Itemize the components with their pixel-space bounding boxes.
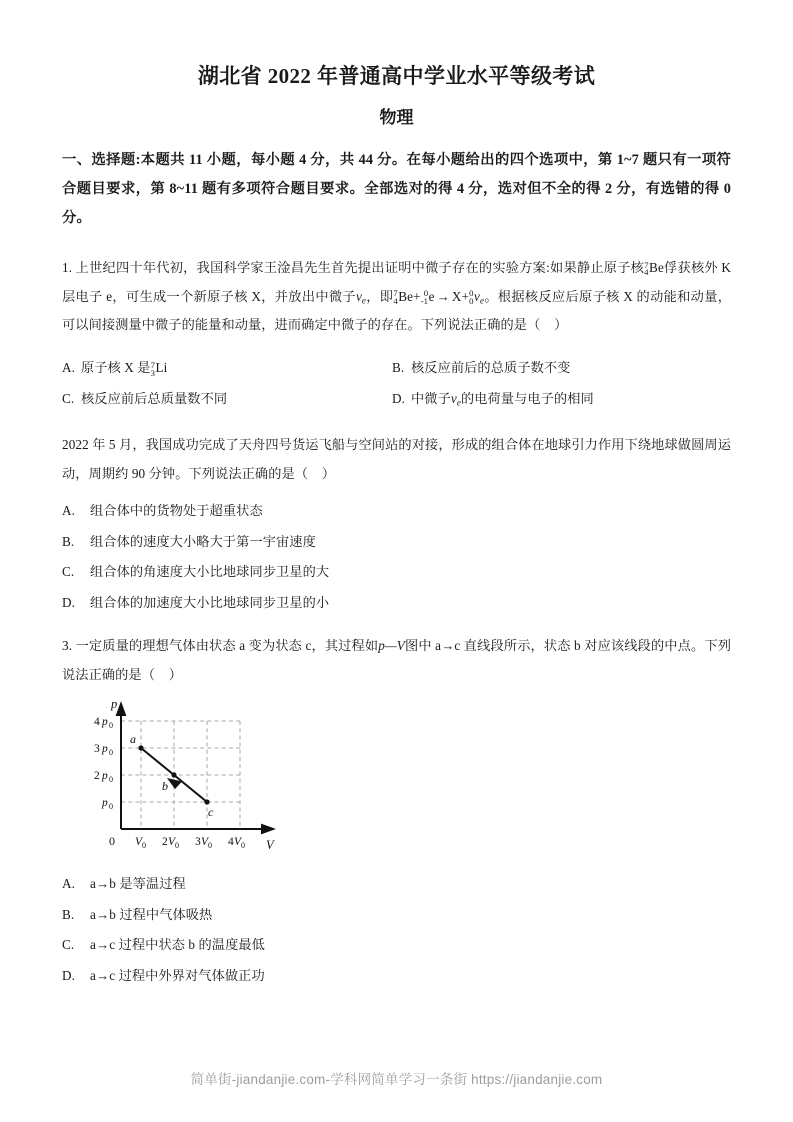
svg-text:p: p: [102, 797, 108, 810]
option-text: 原子核 X 是: [81, 360, 151, 376]
option-text: a→b 是等温过程: [90, 876, 186, 892]
y-axis-arrow-icon: [117, 704, 125, 715]
option-1-a[interactable]: [62, 353, 392, 383]
question-3-options: [62, 860, 731, 990]
equation-electron-symbol: e: [428, 288, 435, 304]
mass-number: 0: [469, 288, 474, 299]
neutrino-subscript: e: [456, 397, 461, 408]
question-1-number: 1.: [62, 259, 73, 275]
x-tick-2v0: [162, 836, 179, 850]
svg-text:0: 0: [109, 802, 113, 812]
mass-number: 7: [644, 259, 649, 270]
svg-text:4: 4: [228, 836, 234, 849]
option-2-d[interactable]: [62, 588, 731, 618]
subject-title: 物理: [379, 108, 414, 128]
svg-text:V: V: [201, 836, 209, 849]
option-3-b[interactable]: [62, 900, 731, 930]
question-2: [62, 414, 731, 489]
option-2-a[interactable]: [62, 496, 731, 526]
question-3-stem-part1: 一定质量的理想气体由状态 a 变为状态 c，其过程如: [75, 637, 379, 653]
mass-number: 7: [150, 359, 156, 370]
x-axis-arrow-icon: [262, 825, 273, 833]
section-instruction: 一、选择题:本题共 11 小题，每小题 4 分，共 44 分。在每小题给出的四个选项中，第 1~7 题只有一项符合题目要求，第 8~11 题有多项符合题目要求。全部选对的得 4 分，选对但不全的得 2 分，有选错的得 0 分。: [62, 151, 731, 227]
equation-product-x: X: [451, 288, 462, 304]
x-tick-v0: [135, 836, 146, 850]
question-1-stem-part2: 俘获核外 K 层电子 e，可生成一个新原子核 X，并放出中微子: [62, 259, 731, 304]
y-tick-labels: [94, 716, 113, 811]
option-label: B.: [392, 360, 405, 376]
equation-neutrino-subscript: e: [480, 295, 485, 306]
origin-label: 0: [109, 834, 115, 849]
reaction-arrow-icon: →: [436, 288, 450, 304]
svg-text:0: 0: [109, 775, 113, 785]
option-text: a→c 过程中外界对气体做正功: [90, 967, 265, 983]
option-label: A.: [62, 876, 76, 892]
page-title: 湖北省 2022 年普通高中学业水平等级考试: [197, 64, 596, 88]
svg-text:0: 0: [208, 841, 212, 851]
question-3-answer-blank[interactable]: （ ）: [141, 666, 188, 682]
question-1: [62, 234, 731, 340]
nuclide-symbol-be: Be: [649, 259, 664, 275]
question-1-stem-part3: ，即: [366, 288, 394, 304]
option-3-c[interactable]: [62, 930, 731, 960]
option-text: 组合体的加速度大小比地球同步卫星的小: [90, 594, 330, 610]
option-text-tail: 的电荷量与电子的相同: [460, 390, 594, 406]
pv-figure-canvas: [78, 695, 288, 860]
atomic-number: 4: [393, 296, 398, 307]
mass-number: 7: [393, 288, 398, 299]
x-axis-label: V: [266, 838, 274, 853]
y-tick-p0: [101, 797, 113, 811]
svg-text:V: V: [168, 836, 176, 849]
equation-neutrino-indices: [469, 289, 473, 306]
x-tick-3v0: [195, 836, 212, 850]
atomic-number: 0: [469, 296, 474, 307]
option-text: 核反应前后的总质子数不变: [411, 360, 571, 376]
option-label: A.: [62, 360, 76, 376]
neutrino-subscript: e: [361, 295, 367, 306]
svg-text:3: 3: [195, 836, 201, 849]
option-label: D.: [62, 967, 76, 983]
point-a: [138, 746, 143, 751]
axes: [117, 704, 273, 833]
option-2-b[interactable]: [62, 527, 731, 557]
option-3-d[interactable]: [62, 961, 731, 991]
option-label: B.: [62, 906, 75, 922]
label-a: a: [130, 732, 136, 747]
option-label: C.: [62, 937, 75, 953]
option-text: 组合体的速度大小略大于第一宇宙速度: [90, 533, 316, 549]
pv-diagram-label: p—V: [378, 637, 405, 653]
option-1-d[interactable]: [392, 384, 731, 414]
option-text: a→c 过程中状态 b 的温度最低: [90, 937, 265, 953]
question-3-number: 3.: [62, 637, 73, 653]
question-2-stem: 2022 年 5 月，我国成功完成了天舟四号货运飞船与空间站的对接，形成的组合体在地球引力作用下绕地球做圆周运动，周期约 90 分钟。下列说法正确的是: [62, 436, 731, 481]
point-c: [204, 800, 209, 805]
question-2-options: [62, 488, 731, 617]
question-1-stem-part1: 上世纪四十年代初，我国科学家王淦昌先生首先提出证明中微子存在的实验方案:如果静止原子核: [75, 259, 645, 275]
option-label: B.: [62, 533, 75, 549]
question-1-answer-blank[interactable]: （ ）: [527, 317, 573, 333]
equation-neutrino-symbol: ν: [474, 288, 480, 304]
svg-text:V: V: [234, 836, 242, 849]
nuclide-li-7-3: [151, 361, 155, 378]
question-3-stem-part2: 图中 a→c 直线段所示，状态 b 对应该线段的中点。下列说法正确的是: [62, 637, 731, 682]
svg-text:4: 4: [94, 716, 100, 729]
svg-text:2: 2: [162, 836, 168, 849]
option-3-a[interactable]: [62, 869, 731, 899]
option-1-c[interactable]: [62, 384, 392, 414]
svg-text:p: p: [102, 743, 108, 756]
svg-text:0: 0: [175, 841, 179, 851]
svg-text:p: p: [102, 716, 108, 729]
grid-lines: [121, 721, 240, 829]
option-label: D.: [392, 390, 406, 406]
svg-text:3: 3: [94, 743, 100, 756]
equation-be-symbol: Be: [398, 288, 414, 304]
mass-number: 0: [423, 288, 429, 299]
y-tick-4p0: [94, 716, 113, 730]
svg-text:0: 0: [109, 721, 113, 731]
svg-text:2: 2: [94, 770, 100, 783]
atomic-number: 3: [150, 367, 156, 378]
point-b: [171, 773, 176, 778]
nuclide-be-7-4: [644, 261, 648, 278]
neutrino-symbol: ν: [355, 288, 362, 304]
option-text: 组合体中的货物处于超重状态: [90, 503, 263, 519]
svg-text:0: 0: [109, 748, 113, 758]
svg-text:V: V: [135, 836, 143, 849]
question-2-answer-blank[interactable]: （ ）: [294, 465, 341, 481]
option-text: 中微子: [411, 390, 451, 406]
y-axis-label: p: [111, 697, 118, 712]
question-1-options: [62, 340, 731, 414]
equation-plus-2: +: [461, 288, 470, 304]
label-b: b: [162, 779, 168, 794]
y-tick-2p0: [94, 770, 113, 784]
equation-plus-1: +: [413, 288, 421, 304]
atomic-number: -1: [420, 296, 429, 307]
atomic-number: 4: [644, 267, 649, 278]
pv-diagram-figure: [62, 689, 731, 860]
footer-watermark: 简单街-jiandanjie.com-学科网简单学习一条街 https://jiandanjie.com: [190, 1072, 603, 1087]
question-3: [62, 618, 731, 690]
svg-text:0: 0: [241, 841, 245, 851]
option-text: 组合体的角速度大小比地球同步卫星的大: [90, 564, 330, 580]
equation-electron-indices: [421, 289, 428, 306]
question-1-stem-part4: 。根据核反应后原子核 X 的动能和动量，可以间接测量中微子的能量和动量，进而确定中微子的存在。下列说法正确的是: [62, 288, 732, 333]
option-2-c[interactable]: [62, 557, 731, 587]
option-label: C.: [62, 390, 75, 406]
svg-text:0: 0: [142, 841, 146, 851]
x-tick-4v0: [228, 836, 245, 850]
option-text: 核反应前后总质量数不同: [81, 390, 228, 406]
pv-chart-svg: [78, 695, 288, 860]
nuclide-symbol-li: Li: [155, 360, 168, 376]
svg-text:p: p: [102, 770, 108, 783]
option-text: a→b 过程中气体吸热: [90, 906, 213, 922]
option-label: A.: [62, 503, 76, 519]
neutrino-symbol: ν: [450, 390, 457, 406]
label-c: c: [208, 805, 214, 820]
option-label: D.: [62, 594, 76, 610]
y-tick-3p0: [94, 743, 113, 757]
x-tick-labels: [135, 836, 245, 850]
option-label: C.: [62, 564, 75, 580]
option-1-b[interactable]: [392, 353, 731, 383]
